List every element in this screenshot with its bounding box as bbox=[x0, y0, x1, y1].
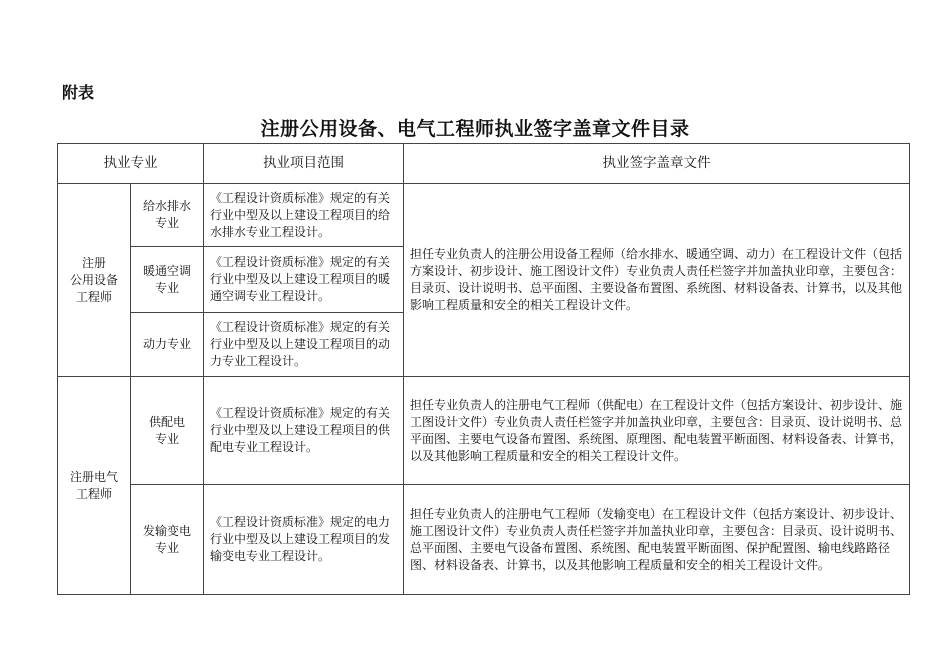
sub-major-label: 发输变电 专业 bbox=[142, 523, 191, 555]
major-cell bbox=[58, 377, 131, 595]
file-text: 担任专业负责人的注册电气工程师（供配电）在工程设计文件（包括方案设计、初步设计、施工图设计文件）专业负责人责任栏签字并加盖执业印章，主要包含：目录页、设计说明书、总平面图、主要电气设备布置图、系统图、原理图、配电装置平断面图、材料设备表、计算书，以及其他影响工程质量和安全的相关工程设计文件。 bbox=[410, 397, 903, 463]
file-cell bbox=[404, 485, 910, 595]
header-major: 执业专业 bbox=[58, 144, 204, 184]
header-scope: 执业项目范围 bbox=[204, 144, 404, 184]
signature-files-table bbox=[57, 143, 910, 595]
file-cell bbox=[404, 184, 910, 377]
major-cell bbox=[58, 184, 131, 377]
header-files: 执业签字盖章文件 bbox=[404, 144, 910, 184]
scope-cell bbox=[204, 313, 404, 377]
sub-major-label: 暖通空调 专业 bbox=[142, 263, 191, 295]
scope-text: 《工程设计资质标准》规定的有关行业中型及以上建设工程项目的动力专业工程设计。 bbox=[210, 320, 391, 368]
major-label: 注册电气 工程师 bbox=[69, 469, 118, 501]
table-row bbox=[58, 485, 910, 595]
sub-major-cell bbox=[131, 485, 204, 595]
sub-major-cell bbox=[131, 247, 204, 313]
sub-major-label: 给水排水 专业 bbox=[142, 199, 191, 230]
scope-cell bbox=[204, 485, 404, 595]
sub-major-cell bbox=[131, 313, 204, 377]
file-text: 担任专业负责人的注册公用设备工程师（给水排水、暖通空调、动力）在工程设计文件（包括方案设计、初步设计、施工图设计文件）专业负责人责任栏签字并加盖执业印章，主要包含：目录页、设计说明书、总平面图、主要设备布置图、系统图、材料设备表、计算书，以及其他影响工程质量和安全的相关工程设计文件。 bbox=[410, 247, 903, 312]
scope-text: 《工程设计资质标准》规定的有关行业中型及以上建设工程项目的供配电专业工程设计。 bbox=[210, 406, 391, 454]
file-cell bbox=[404, 377, 910, 485]
sub-major-cell bbox=[131, 184, 204, 247]
table-header-row bbox=[58, 144, 910, 184]
sub-major-label: 动力专业 bbox=[142, 337, 191, 351]
scope-text: 《工程设计资质标准》规定的电力行业中型及以上建设工程项目的发输变电专业工程设计。 bbox=[210, 515, 391, 563]
document-title: 注册公用设备、电气工程师执业签字盖章文件目录 bbox=[260, 118, 690, 140]
scope-cell bbox=[204, 247, 404, 313]
sub-major-label: 供配电 专业 bbox=[148, 414, 185, 446]
scope-cell bbox=[204, 184, 404, 247]
major-label: 注册 公用设备 工程师 bbox=[69, 255, 118, 304]
scope-cell bbox=[204, 377, 404, 485]
annex-label: 附表 bbox=[62, 83, 95, 102]
file-text: 担任专业负责人的注册电气工程师（发输变电）在工程设计文件（包括方案设计、初步设计、施工图设计文件）专业负责人责任栏签字并加盖执业印章，主要包含：目录页、设计说明书、总平面图、主要电气设备布置图、系统图、配电装置平断面图、保护配置图、输电线路路径图、材料设备表、计算书，以及其他影响工程质量和安全的相关工程设计文件。 bbox=[410, 506, 903, 572]
table-row bbox=[58, 377, 910, 485]
scope-text: 《工程设计资质标准》规定的有关行业中型及以上建设工程项目的给水排水专业工程设计。 bbox=[210, 190, 391, 239]
table-row bbox=[58, 184, 910, 247]
sub-major-cell bbox=[131, 377, 204, 485]
scope-text: 《工程设计资质标准》规定的有关行业中型及以上建设工程项目的暖通空调专业工程设计。 bbox=[210, 255, 391, 303]
